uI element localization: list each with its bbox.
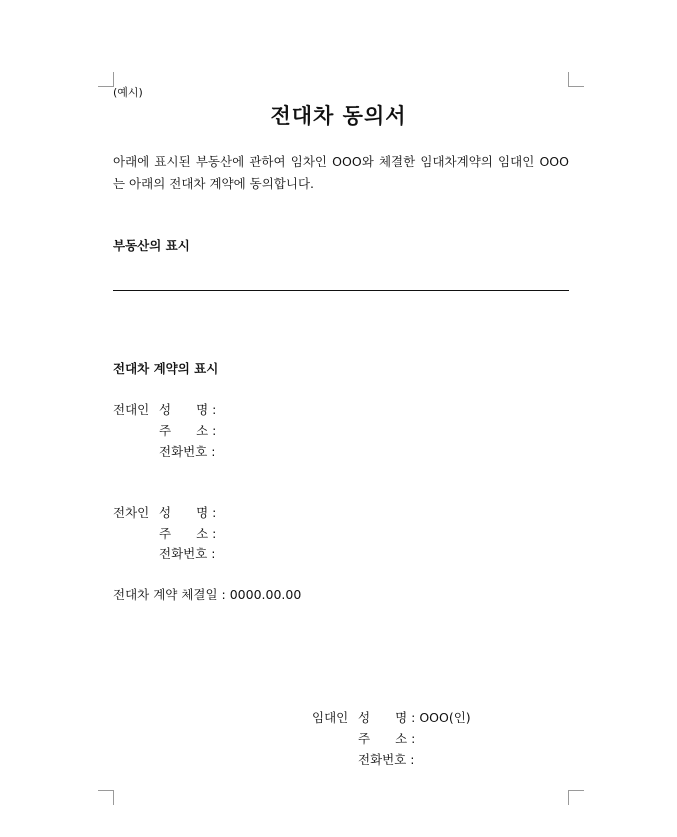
contract-date-row	[113, 585, 301, 603]
intro-paragraph: 아래에 표시된 부동산에 관하여 임차인 OOO와 체결한 임대차계약의 임대인 OOO는 아래의 전대차 계약에 동의합니다.	[113, 154, 569, 191]
property-heading: 부동산의 표시	[113, 238, 190, 253]
lessor-name-label: 성 명 :	[358, 710, 416, 725]
page-title: 전대차 동의서	[270, 103, 407, 128]
crop-mark-top-left-h	[98, 86, 114, 87]
subtenant-role: 전차인	[113, 505, 150, 520]
lessor-name-value: OOO(인)	[419, 710, 471, 725]
sublessor-address-label: 주 소 :	[159, 423, 217, 438]
lessor-role: 임대인	[312, 710, 349, 725]
lessor-name-row	[312, 708, 471, 726]
subtenant-name-row	[113, 503, 216, 521]
lessor-phone-label: 전화번호 :	[358, 752, 415, 767]
crop-mark-bottom-left-v	[113, 790, 114, 805]
contract-heading: 전대차 계약의 표시	[113, 361, 219, 376]
crop-mark-top-right-v	[568, 72, 569, 87]
subtenant-name-label: 성 명 :	[159, 505, 217, 520]
sublessor-role: 전대인	[113, 402, 150, 417]
sublessor-phone-label: 전화번호 :	[159, 444, 216, 459]
example-tag: (예시)	[113, 86, 143, 99]
crop-mark-top-right-h	[568, 86, 584, 87]
crop-mark-bottom-left-h	[98, 790, 114, 791]
property-underline	[113, 290, 569, 291]
subtenant-address-label: 주 소 :	[159, 526, 217, 541]
subtenant-phone-label: 전화번호 :	[159, 546, 216, 561]
sublessor-name-label: 성 명 :	[159, 402, 217, 417]
lessor-address-label: 주 소 :	[358, 731, 416, 746]
crop-mark-bottom-right-h	[568, 790, 584, 791]
crop-mark-bottom-right-v	[568, 790, 569, 805]
contract-date-label: 전대차 계약 체결일 :	[113, 587, 226, 602]
contract-date-value: 0000.00.00	[229, 587, 302, 602]
sublessor-name-row	[113, 400, 216, 418]
